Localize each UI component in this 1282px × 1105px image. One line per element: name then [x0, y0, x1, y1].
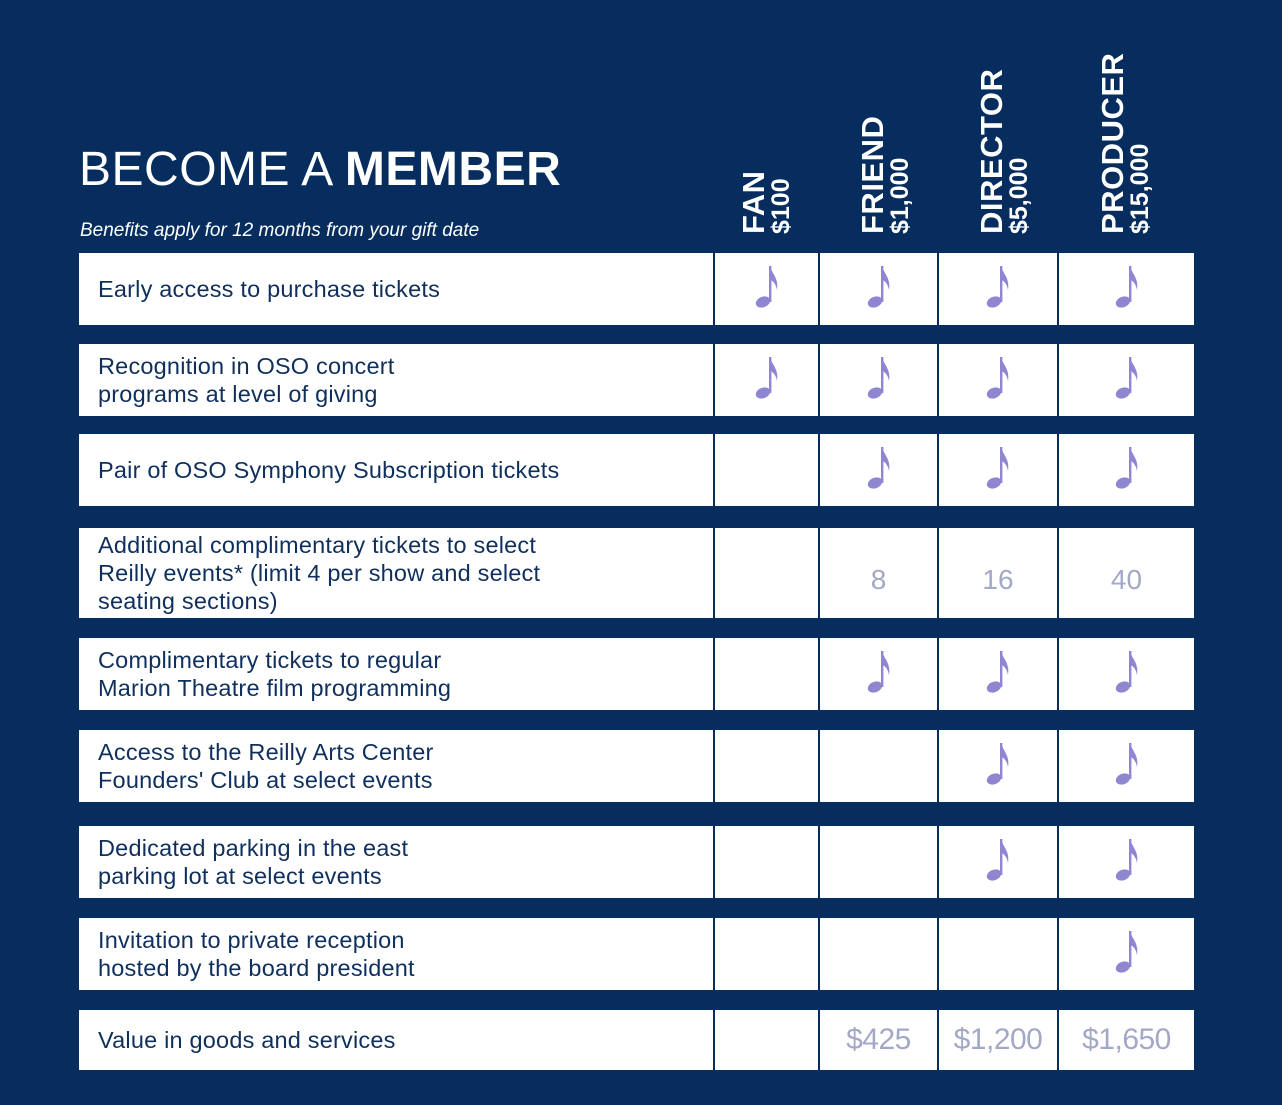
eighth-note-icon: [867, 647, 891, 702]
cell-value: 40: [1110, 564, 1143, 595]
cell-fan: [715, 434, 818, 506]
cell-director: [939, 730, 1057, 802]
cell-fan: [715, 638, 818, 710]
column-header-fan: [738, 171, 794, 235]
benefit-label-cell: [79, 253, 713, 325]
page-subtitle: Benefits apply for 12 months from your gift date: [80, 220, 480, 241]
eighth-note-icon: [755, 262, 779, 317]
cell-producer: [1059, 638, 1194, 710]
eighth-note-icon: [986, 739, 1010, 794]
benefit-row: [79, 434, 1194, 506]
eighth-note-icon: [1115, 443, 1139, 498]
benefit-label-cell: [79, 918, 713, 990]
cell-friend: [820, 253, 937, 325]
cell-value: $425: [846, 1023, 911, 1056]
cell-value: 8: [870, 564, 887, 595]
column-header-director: [976, 69, 1032, 234]
cell-director: [939, 638, 1057, 710]
eighth-note-icon: [867, 262, 891, 317]
level-name: PRODUCER: [1095, 52, 1130, 234]
cell-director: [939, 344, 1057, 416]
benefit-row: [79, 918, 1194, 990]
benefit-label: Access to the Reilly Arts Center Founders' Club at select events: [98, 738, 434, 793]
cell-friend: [820, 344, 937, 416]
cell-value: $1,650: [1082, 1023, 1171, 1056]
benefit-label-cell: [79, 344, 713, 416]
cell-director: [939, 1010, 1057, 1070]
benefit-label: Dedicated parking in the east parking lot at select events: [98, 834, 409, 889]
benefit-label: Recognition in OSO concert programs at level of giving: [98, 352, 395, 407]
eighth-note-icon: [986, 353, 1010, 408]
eighth-note-icon: [1115, 262, 1139, 317]
benefit-row: [79, 1010, 1194, 1070]
benefit-row: [79, 826, 1194, 898]
cell-fan: [715, 826, 818, 898]
cell-fan: [715, 344, 818, 416]
cell-director: [939, 434, 1057, 506]
cell-director: [939, 826, 1057, 898]
eighth-note-icon: [986, 647, 1010, 702]
title-bold: MEMBER: [344, 143, 562, 196]
benefit-label-cell: [79, 826, 713, 898]
cell-producer: [1059, 434, 1194, 506]
eighth-note-icon: [1115, 647, 1139, 702]
eighth-note-icon: [867, 353, 891, 408]
eighth-note-icon: [1115, 353, 1139, 408]
cell-producer: [1059, 1010, 1194, 1070]
level-amount: $5,000: [1005, 157, 1033, 234]
cell-producer: [1059, 528, 1194, 618]
eighth-note-icon: [1115, 927, 1139, 982]
cell-producer: [1059, 826, 1194, 898]
eighth-note-icon: [986, 835, 1010, 890]
benefit-label: Complimentary tickets to regular Marion Theatre film programming: [98, 646, 452, 701]
level-name: DIRECTOR: [974, 68, 1009, 234]
eighth-note-icon: [1115, 739, 1139, 794]
cell-friend: [820, 1010, 937, 1070]
level-amount: $100: [767, 178, 795, 234]
benefit-label-cell: [79, 434, 713, 506]
level-amount: $15,000: [1126, 143, 1154, 234]
cell-friend: [820, 918, 937, 990]
benefit-label: Value in goods and services: [98, 1026, 396, 1053]
cell-friend: [820, 826, 937, 898]
eighth-note-icon: [867, 443, 891, 498]
cell-value: 16: [982, 564, 1014, 595]
cell-fan: [715, 730, 818, 802]
benefit-label-cell: [79, 528, 713, 618]
eighth-note-icon: [755, 353, 779, 408]
column-header-friend: [857, 116, 913, 234]
cell-friend: [820, 528, 937, 618]
benefit-row: [79, 730, 1194, 802]
benefit-row: [79, 253, 1194, 325]
cell-producer: [1059, 253, 1194, 325]
benefit-label: Early access to purchase tickets: [98, 275, 441, 302]
level-amount: $1,000: [886, 157, 914, 234]
cell-producer: [1059, 730, 1194, 802]
cell-director: [939, 918, 1057, 990]
benefit-label-cell: [79, 638, 713, 710]
cell-friend: [820, 638, 937, 710]
cell-fan: [715, 1010, 818, 1070]
cell-director: [939, 253, 1057, 325]
cell-fan: [715, 253, 818, 325]
cell-producer: [1059, 918, 1194, 990]
cell-friend: [820, 434, 937, 506]
benefit-label-cell: [79, 1010, 713, 1070]
cell-fan: [715, 528, 818, 618]
benefit-label: Additional complimentary tickets to select Reilly events* (limit 4 per show and select seating sections): [98, 531, 541, 615]
benefit-label-cell: [79, 730, 713, 802]
cell-director: [939, 528, 1057, 618]
benefit-row: [79, 638, 1194, 710]
eighth-note-icon: [1115, 835, 1139, 890]
cell-friend: [820, 730, 937, 802]
benefit-label: Pair of OSO Symphony Subscription tickets: [98, 456, 560, 483]
benefit-label: Invitation to private reception hosted by the board president: [98, 926, 415, 981]
benefit-row: [79, 528, 1194, 618]
eighth-note-icon: [986, 262, 1010, 317]
level-name: FRIEND: [855, 115, 890, 234]
cell-fan: [715, 918, 818, 990]
level-name: FAN: [736, 170, 771, 234]
column-header-producer: [1097, 53, 1153, 234]
cell-producer: [1059, 344, 1194, 416]
title-light: BECOME A: [79, 143, 345, 196]
eighth-note-icon: [986, 443, 1010, 498]
benefit-row: [79, 344, 1194, 416]
cell-value: $1,200: [953, 1023, 1043, 1056]
page-title: [79, 142, 561, 197]
